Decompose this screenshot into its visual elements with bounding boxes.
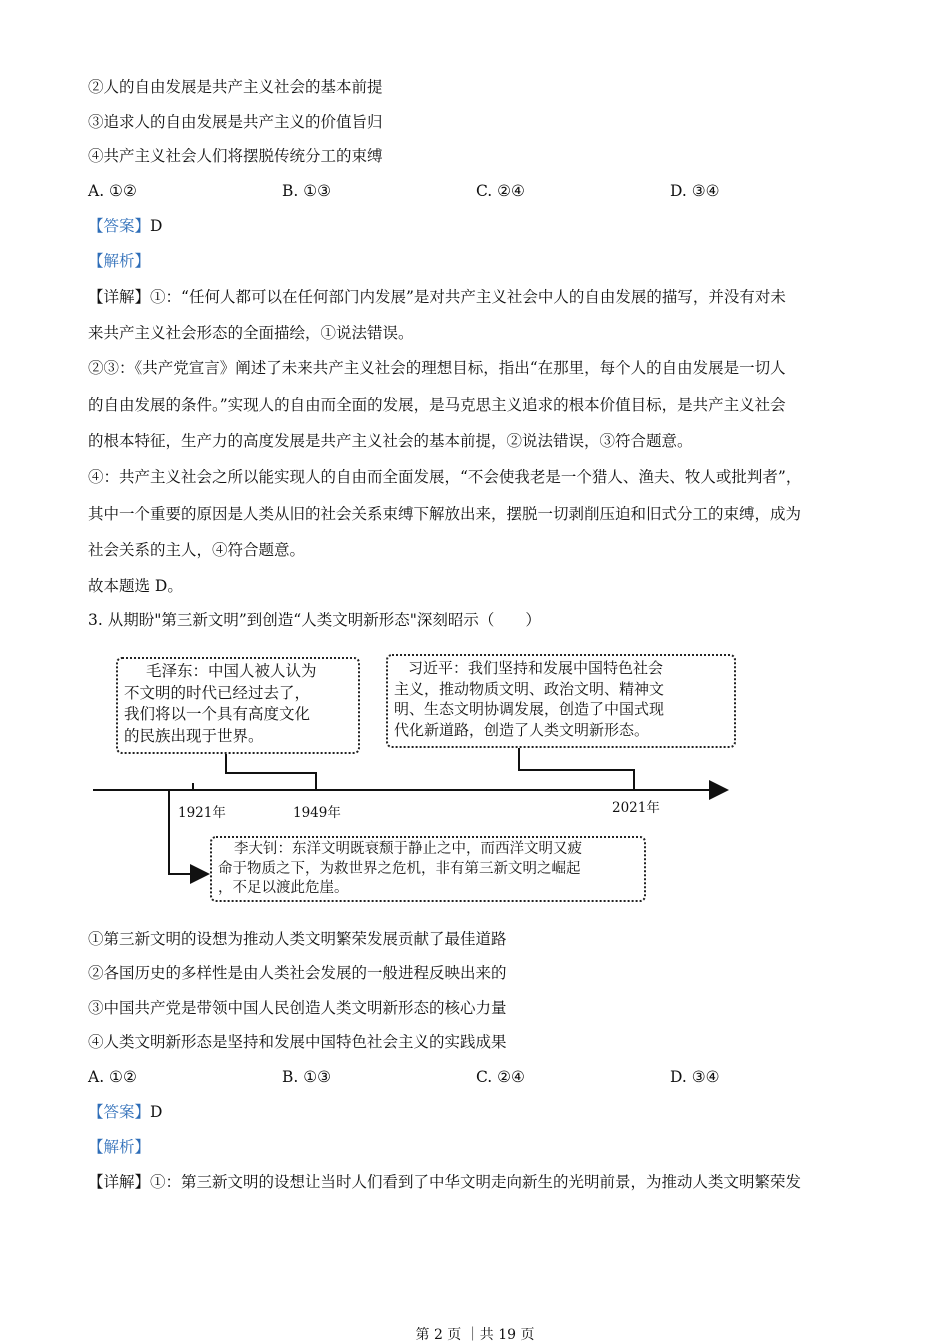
year-1949: 1949年 [293,805,341,821]
q2-detail-line: ②③：《共产党宣言》阐述了未来共产主义社会的理想目标，指出“在那里，每个人的自由发展是一切人 [88,359,786,377]
q3-item-2: ②各国历史的多样性是由人类社会发展的一般进程反映出来的 [88,964,507,982]
q2-item-2: ②人的自由发展是共产主义社会的基本前提 [88,78,383,96]
q2-detail-line: 其中一个重要的原因是人类从旧的社会关系束缚下解放出来，摆脱一切剥削压迫和旧式分工的束缚，成为 [88,505,802,523]
q3-option-c: C. ②④ [476,1068,525,1086]
q2-detail-line: 社会关系的主人，④符合题意。 [88,541,306,559]
q3-analysis [88,1137,150,1157]
q3-option-d: D. ③④ [670,1068,720,1086]
li-quote-line: ，不足以渡此危崖。 [218,880,349,896]
li-quote-line: 李大钊：东洋文明既衰颓于静止之中，而西洋文明又疲 [234,841,582,857]
answer-value: D [150,217,163,235]
xi-quote-box [386,654,736,748]
answer-tag: 【答案】 [88,217,151,235]
xi-quote-line: 代化新道路，创造了人类文明新形态。 [394,720,650,739]
xi-quote-line: 主义，推动物质文明、政治文明、精神文 [394,679,665,698]
analysis-tag: 【解析】 [88,252,151,270]
q2-detail-line: ④：共产主义社会之所以能实现人的自由而全面发展，“不会使我老是一个猎人、渔夫、牧人或批判者”， [88,468,802,486]
q2-option-c: C. ②④ [476,182,525,200]
mao-quote-line: 不文明的时代已经过去了， [124,683,311,702]
page-footer: 第 2 页 ｜共 19 页 [415,1327,535,1343]
detail-tag: 【详解】 [88,1173,151,1191]
q2-detail-line: 来共产主义社会形态的全面描绘，①说法错误。 [88,324,414,342]
mao-quote-line: 毛泽东：中国人被人认为 [146,662,317,680]
q3-option-a: A. ①② [88,1068,137,1086]
q2-option-a: A. ①② [88,182,137,200]
q2-item-3: ③追求人的自由发展是共产主义的价值旨归 [88,113,383,131]
q3-item-3: ③中国共产党是带领中国人民创造人类文明新形态的核心力量 [88,999,507,1017]
detail-text: ①：“任何人都可以在任何部门内发展”是对共产主义社会中人的自由发展的描写，并没有对未 [150,288,786,306]
year-2021: 2021年 [612,800,660,816]
detail-text: ①：第三新文明的设想让当时人们看到了中华文明走向新生的光明前景，为推动人类文明繁荣发 [150,1173,802,1191]
mao-quote-box [116,657,360,754]
q2-option-d: D. ③④ [670,182,720,200]
q2-item-4: ④共产主义社会人们将摆脱传统分工的束缚 [88,147,383,165]
q3-option-b: B. ①③ [282,1068,332,1086]
year-1921: 1921年 [178,805,226,821]
q3-answer [88,1102,162,1122]
li-quote-line: 命于物质之下，为救世界之危机，非有第三新文明之崛起 [218,860,581,877]
q3-item-1: ①第三新文明的设想为推动人类文明繁荣发展贡献了最佳道路 [88,930,507,948]
xi-quote-line: 习近平：我们坚持和发展中国特色社会 [408,659,664,677]
q3-item-4: ④人类文明新形态是坚持和发展中国特色社会主义的实践成果 [88,1033,507,1051]
mao-quote-line: 我们将以一个具有高度文化 [124,705,311,723]
analysis-tag: 【解析】 [88,1138,151,1156]
mao-quote-line: 的民族出现于世界。 [124,726,264,745]
q2-conclusion: 故本题选 D。 [88,577,183,595]
q3-detail-line [88,1172,801,1192]
q2-detail-line: 的根本特征，生产力的高度发展是共产主义社会的基本前提，②说法错误，③符合题意。 [88,432,693,450]
q3-stem: 3. 从期盼"第三新文明”到创造“人类文明新形态"深刻昭示（ ） [88,611,541,629]
xi-quote-line: 明、生态文明协调发展，创造了中国式现 [394,700,665,718]
detail-tag: 【详解】 [88,288,151,306]
answer-value: D [150,1103,163,1121]
q2-detail-line: 的自由发展的条件。”实现人的自由而全面的发展，是马克思主义追求的根本价值目标，是共产主义社会 [88,396,786,414]
answer-tag: 【答案】 [88,1103,151,1121]
li-quote-box [210,836,646,902]
q2-option-b: B. ①③ [282,182,332,200]
